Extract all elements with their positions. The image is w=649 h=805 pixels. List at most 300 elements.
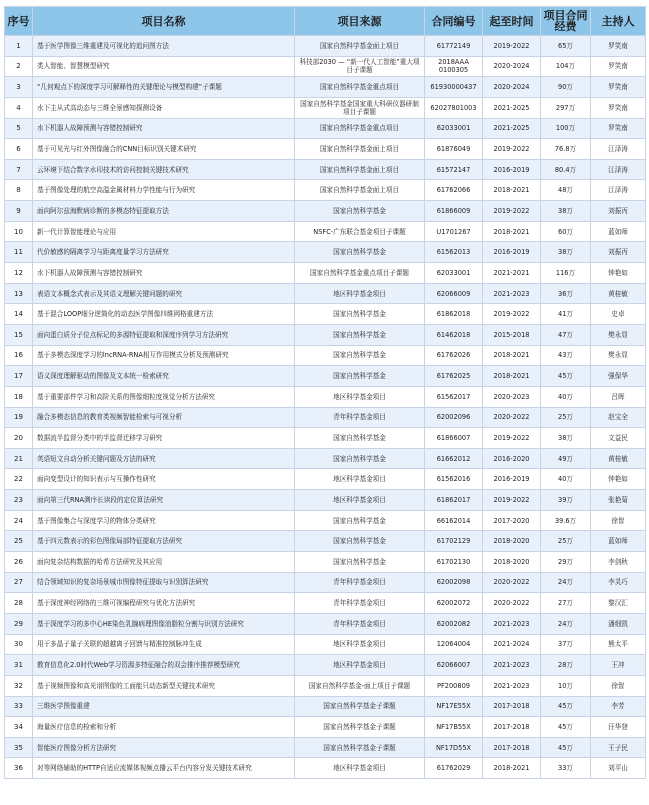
cell-contract: 61702130	[425, 552, 483, 573]
cell-name: 基于深度神经网络的三维可视编程研究与优化方法研究	[33, 593, 295, 614]
cell-funding: 76.8万	[541, 139, 591, 160]
cell-name: 基于混合LOOP细分逆简化的动态医学图像四维网格重建方法	[33, 304, 295, 325]
cell-period: 2020-2022	[483, 572, 541, 593]
cell-period: 2017-2018	[483, 717, 541, 738]
header-name: 项目名称	[33, 7, 295, 36]
cell-pi: 江泽涛	[591, 159, 646, 180]
cell-pi: 王子民	[591, 737, 646, 758]
cell-pi: 潘细凯	[591, 613, 646, 634]
cell-name: 基于四元数表示的彩色图像局部特征提取方法研究	[33, 531, 295, 552]
cell-funding: 24万	[541, 572, 591, 593]
cell-period: 2018-2021	[483, 180, 541, 201]
cell-period: 2018-2021	[483, 221, 541, 242]
cell-name: 水下机器人故障预测与容错控制研究	[33, 118, 295, 139]
cell-funding: 28万	[541, 655, 591, 676]
cell-pi: 黎汉汇	[591, 593, 646, 614]
cell-no: 11	[5, 242, 33, 263]
cell-funding: 43万	[541, 345, 591, 366]
cell-source: 国家自然科学基金面上项目	[295, 36, 425, 57]
cell-funding: 41万	[541, 304, 591, 325]
cell-pi: 刘振丙	[591, 201, 646, 222]
cell-period: 2020-2024	[483, 56, 541, 77]
cell-source: 地区科学基金项目	[295, 758, 425, 779]
cell-period: 2016-2020	[483, 448, 541, 469]
cell-funding: 45万	[541, 696, 591, 717]
cell-pi: 罗笑南	[591, 56, 646, 77]
cell-funding: 90万	[541, 77, 591, 98]
table-row	[5, 531, 646, 552]
cell-name: 对等网络辅助的HTTP自适应流媒体视频点播云平台内容分发关键技术研究	[33, 758, 295, 779]
table-row	[5, 572, 646, 593]
cell-source: 国家自然科学基金	[295, 552, 425, 573]
cell-no: 36	[5, 758, 33, 779]
cell-contract: 61562017	[425, 386, 483, 407]
cell-source: 国家自然科学基金面上项目	[295, 159, 425, 180]
cell-source: 国家自然科学基金-面上项目子课题	[295, 675, 425, 696]
table-row	[5, 593, 646, 614]
table-row	[5, 159, 646, 180]
cell-no: 10	[5, 221, 33, 242]
cell-no: 18	[5, 386, 33, 407]
cell-source: 国家自然科学基金子课题	[295, 717, 425, 738]
cell-name: 语义深度理解驱动的图像及文本统一检索研究	[33, 366, 295, 387]
cell-contract: 2018AAA 0100305	[425, 56, 483, 77]
cell-name: 基于可见光与红外图像融合的CNN目标识别关键术研究	[33, 139, 295, 160]
cell-name: 面向变型设计的知识表示与互操作性研究	[33, 469, 295, 490]
cell-contract: 61930000437	[425, 77, 483, 98]
cell-period: 2019-2022	[483, 304, 541, 325]
cell-no: 22	[5, 469, 33, 490]
cell-period: 2018-2021	[483, 366, 541, 387]
cell-contract: 62002098	[425, 572, 483, 593]
cell-period: 2017-2020	[483, 510, 541, 531]
cell-source: NSFC-广东联合基金项目子课题	[295, 221, 425, 242]
cell-source: 国家自然科学基金	[295, 324, 425, 345]
cell-name: 水下主从式高动态与三维全景感知探测设备	[33, 97, 295, 118]
cell-pi: 徐智	[591, 675, 646, 696]
table-row	[5, 469, 646, 490]
cell-funding: 45万	[541, 737, 591, 758]
cell-pi: 徐智	[591, 510, 646, 531]
table-body	[5, 36, 646, 779]
table-row	[5, 36, 646, 57]
table-row	[5, 366, 646, 387]
header-no: 序号	[5, 7, 33, 36]
cell-contract: NF17D55X	[425, 737, 483, 758]
cell-period: 2019-2022	[483, 428, 541, 449]
cell-pi: 李芳	[591, 696, 646, 717]
cell-contract: 61462018	[425, 324, 483, 345]
cell-no: 1	[5, 36, 33, 57]
cell-contract: 61702129	[425, 531, 483, 552]
cell-contract: 61662012	[425, 448, 483, 469]
cell-period: 2017-2018	[483, 696, 541, 717]
cell-source: 地区科学基金项目	[295, 386, 425, 407]
cell-funding: 100万	[541, 118, 591, 139]
table-row	[5, 552, 646, 573]
table-row	[5, 655, 646, 676]
cell-no: 8	[5, 180, 33, 201]
cell-name: 面向第三代RNA测序长读段的定位算法研究	[33, 490, 295, 511]
cell-pi: 江泽涛	[591, 180, 646, 201]
cell-pi: 蓝如师	[591, 221, 646, 242]
cell-source: 青年科学基金项目	[295, 613, 425, 634]
cell-name: 教育信息化2.0时代Web学习资源多特征融合的双会推序推荐模型研究	[33, 655, 295, 676]
cell-funding: 116万	[541, 263, 591, 284]
cell-contract: 61572147	[425, 159, 483, 180]
cell-pi: 黄桂敏	[591, 283, 646, 304]
cell-name: 基于医学图像三维重建及可视化的追问图方法	[33, 36, 295, 57]
cell-contract: 61762026	[425, 345, 483, 366]
cell-source: 国家自然科学基金	[295, 510, 425, 531]
cell-pi: 赵宝全	[591, 407, 646, 428]
cell-source: 地区科学基金项目	[295, 490, 425, 511]
table-row	[5, 283, 646, 304]
cell-pi: 罗笑南	[591, 118, 646, 139]
cell-period: 2021-2023	[483, 655, 541, 676]
cell-contract: 61866009	[425, 201, 483, 222]
cell-funding: 10万	[541, 675, 591, 696]
cell-source: 国家自然科学基金	[295, 428, 425, 449]
cell-funding: 48万	[541, 180, 591, 201]
cell-pi: 蓝如师	[591, 531, 646, 552]
cell-contract: 62002072	[425, 593, 483, 614]
cell-period: 2021-2024	[483, 634, 541, 655]
table-row	[5, 263, 646, 284]
cell-name: 数据流半监督分类中的半监督迁移学习研究	[33, 428, 295, 449]
cell-period: 2021-2023	[483, 283, 541, 304]
cell-name: 水下机器人故障预测与容错控制研究	[33, 263, 295, 284]
cell-name: 类人智能、智慧模型研究	[33, 56, 295, 77]
cell-source: 国家自然科学基金	[295, 448, 425, 469]
table-row	[5, 345, 646, 366]
table-row	[5, 737, 646, 758]
cell-pi: 李灵巧	[591, 572, 646, 593]
cell-period: 2016-2019	[483, 469, 541, 490]
cell-contract: PF200809	[425, 675, 483, 696]
cell-contract: 62033001	[425, 118, 483, 139]
cell-period: 2021-2025	[483, 118, 541, 139]
cell-period: 2021-2023	[483, 613, 541, 634]
table-row	[5, 613, 646, 634]
cell-funding: 25万	[541, 407, 591, 428]
cell-contract: 66162014	[425, 510, 483, 531]
table-row	[5, 490, 646, 511]
cell-pi: 罗笑南	[591, 97, 646, 118]
cell-no: 5	[5, 118, 33, 139]
cell-source: 国家自然科学基金	[295, 242, 425, 263]
cell-no: 25	[5, 531, 33, 552]
cell-pi: 钟艳如	[591, 263, 646, 284]
cell-period: 2020-2022	[483, 407, 541, 428]
cell-name: 代价敏感的隔离学习与距离度量学习方法研究	[33, 242, 295, 263]
cell-no: 32	[5, 675, 33, 696]
table-row	[5, 180, 646, 201]
cell-pi: 罗笑南	[591, 77, 646, 98]
cell-no: 13	[5, 283, 33, 304]
cell-name: 面向复杂结构数据的哈希方法研究及其应用	[33, 552, 295, 573]
cell-contract: 61876049	[425, 139, 483, 160]
cell-pi: 刘平山	[591, 758, 646, 779]
cell-no: 2	[5, 56, 33, 77]
cell-period: 2020-2022	[483, 593, 541, 614]
cell-source: 青年科学基金项目	[295, 593, 425, 614]
cell-funding: 25万	[541, 531, 591, 552]
cell-pi: 黄桂敏	[591, 448, 646, 469]
cell-period: 2019-2022	[483, 36, 541, 57]
cell-contract: 61862018	[425, 304, 483, 325]
table-row	[5, 407, 646, 428]
cell-funding: 40万	[541, 386, 591, 407]
cell-no: 34	[5, 717, 33, 738]
cell-period: 2021-2025	[483, 97, 541, 118]
cell-contract: 61562013	[425, 242, 483, 263]
cell-period: 2016-2019	[483, 159, 541, 180]
table-row	[5, 696, 646, 717]
cell-source: 国家自然科学基金重点项目	[295, 77, 425, 98]
header-contract: 合同编号	[425, 7, 483, 36]
header-funding: 项目合同经费	[541, 7, 591, 36]
cell-pi: 吕晖	[591, 386, 646, 407]
cell-source: 国家自然科学基金重点项目	[295, 118, 425, 139]
cell-funding: 45万	[541, 366, 591, 387]
cell-name: 海量医疗信息的检索和分析	[33, 717, 295, 738]
cell-funding: 47万	[541, 324, 591, 345]
cell-pi: 樊永显	[591, 324, 646, 345]
cell-no: 4	[5, 97, 33, 118]
cell-period: 2021-2023	[483, 675, 541, 696]
header-period: 起至时间	[483, 7, 541, 36]
cell-period: 2018-2020	[483, 531, 541, 552]
cell-pi: 钟艳如	[591, 469, 646, 490]
cell-no: 9	[5, 201, 33, 222]
cell-pi: 强保华	[591, 366, 646, 387]
cell-pi: 史卓	[591, 304, 646, 325]
cell-funding: 29万	[541, 552, 591, 573]
cell-period: 2021-2021	[483, 263, 541, 284]
cell-source: 国家自然科学基金重点项目子课题	[295, 263, 425, 284]
table-row	[5, 428, 646, 449]
cell-source: 国家自然科学基金	[295, 531, 425, 552]
cell-name: 基于多模态深度学习的lncRNA-RNA相互作用模式分析及预测研究	[33, 345, 295, 366]
cell-no: 30	[5, 634, 33, 655]
cell-no: 20	[5, 428, 33, 449]
cell-no: 16	[5, 345, 33, 366]
cell-no: 15	[5, 324, 33, 345]
cell-period: 2018-2020	[483, 552, 541, 573]
cell-contract: NF17B55X	[425, 717, 483, 738]
cell-pi: 汪华登	[591, 717, 646, 738]
cell-name: 基于图像集合与深度学习的物体分类研究	[33, 510, 295, 531]
table-row	[5, 758, 646, 779]
cell-contract: 62066009	[425, 283, 483, 304]
cell-no: 3	[5, 77, 33, 98]
cell-source: 国家自然科学基金子课题	[295, 737, 425, 758]
cell-period: 2020-2023	[483, 386, 541, 407]
cell-pi: 文益民	[591, 428, 646, 449]
table-row	[5, 510, 646, 531]
cell-contract: 62027801003	[425, 97, 483, 118]
cell-pi: 江泽涛	[591, 139, 646, 160]
cell-funding: 49万	[541, 448, 591, 469]
cell-contract: 62002096	[425, 407, 483, 428]
cell-contract: 61862017	[425, 490, 483, 511]
cell-period: 2017-2018	[483, 737, 541, 758]
cell-source: 青年科学基金项目	[295, 407, 425, 428]
cell-contract: 61762066	[425, 180, 483, 201]
cell-no: 21	[5, 448, 33, 469]
cell-funding: 60万	[541, 221, 591, 242]
cell-funding: 27万	[541, 593, 591, 614]
cell-pi: 熊太平	[591, 634, 646, 655]
cell-source: 国家自然科学基金	[295, 304, 425, 325]
cell-pi: 罗笑南	[591, 36, 646, 57]
cell-no: 17	[5, 366, 33, 387]
cell-no: 23	[5, 490, 33, 511]
cell-funding: 39万	[541, 490, 591, 511]
cell-name: 表语文本概念式表示及其语义理解关键问题的研究	[33, 283, 295, 304]
cell-no: 14	[5, 304, 33, 325]
table-row	[5, 201, 646, 222]
cell-no: 29	[5, 613, 33, 634]
cell-contract: 62033001	[425, 263, 483, 284]
table-row	[5, 242, 646, 263]
cell-source: 国家自然科学基金面上项目	[295, 180, 425, 201]
cell-pi: 王冲	[591, 655, 646, 676]
cell-contract: 61772149	[425, 36, 483, 57]
cell-funding: 65万	[541, 36, 591, 57]
cell-funding: 104万	[541, 56, 591, 77]
cell-no: 6	[5, 139, 33, 160]
cell-funding: 38万	[541, 242, 591, 263]
cell-source: 青年科学基金项目	[295, 572, 425, 593]
cell-name: 基于视频图像和高光谱图像的工面能只动态新型关键技术研究	[33, 675, 295, 696]
cell-source: 地区科学基金项目	[295, 283, 425, 304]
cell-no: 31	[5, 655, 33, 676]
cell-no: 27	[5, 572, 33, 593]
cell-name: 用于多晶子量子关联的超越离子回馈与精准控制脉冲生成	[33, 634, 295, 655]
cell-source: 国家自然科学基金面上项目	[295, 139, 425, 160]
table-row	[5, 77, 646, 98]
table-row	[5, 675, 646, 696]
cell-funding: 24万	[541, 613, 591, 634]
project-table	[4, 6, 646, 779]
cell-period: 2019-2022	[483, 490, 541, 511]
cell-name: 英语短文自动分析关键问题及方法的研究	[33, 448, 295, 469]
cell-funding: 33万	[541, 758, 591, 779]
cell-funding: 38万	[541, 201, 591, 222]
cell-period: 2020-2024	[483, 77, 541, 98]
cell-source: 科技部2030 — “新一代人工智能”重大项目子课题	[295, 56, 425, 77]
cell-no: 7	[5, 159, 33, 180]
cell-contract: 61866007	[425, 428, 483, 449]
cell-pi: 樊永显	[591, 345, 646, 366]
table-header	[5, 7, 646, 36]
cell-name: 融合多模态信息的教育类视频智能检索与可视分析	[33, 407, 295, 428]
cell-source: 地区科学基金项目	[295, 634, 425, 655]
cell-funding: 37万	[541, 634, 591, 655]
cell-funding: 45万	[541, 717, 591, 738]
cell-source: 地区科学基金项目	[295, 655, 425, 676]
cell-funding: 40万	[541, 469, 591, 490]
cell-contract: 61762029	[425, 758, 483, 779]
cell-source: 国家自然科学基金	[295, 345, 425, 366]
cell-name: 面向阿尔兹海默病诊断的多模态特征提取方法	[33, 201, 295, 222]
header-pi: 主持人	[591, 7, 646, 36]
cell-source: 国家自然科学基金子课题	[295, 696, 425, 717]
cell-funding: 36万	[541, 283, 591, 304]
table-row	[5, 386, 646, 407]
table-row	[5, 97, 646, 118]
header-source: 项目来源	[295, 7, 425, 36]
cell-no: 33	[5, 696, 33, 717]
cell-name: 云环境下结合数字水印技术的访问控制关键技术研究	[33, 159, 295, 180]
cell-funding: 297万	[541, 97, 591, 118]
cell-name: 三维医学图像重建	[33, 696, 295, 717]
cell-funding: 80.4万	[541, 159, 591, 180]
cell-period: 2015-2018	[483, 324, 541, 345]
cell-contract: 62066007	[425, 655, 483, 676]
cell-period: 2019-2022	[483, 139, 541, 160]
cell-contract: 61562016	[425, 469, 483, 490]
cell-no: 28	[5, 593, 33, 614]
table-row	[5, 448, 646, 469]
table-row	[5, 717, 646, 738]
cell-name: 面向蛋白质分子位点标记的多源特征提取和深度序列学习方法研究	[33, 324, 295, 345]
cell-name: 智能医疗图像分析方法研究	[33, 737, 295, 758]
cell-contract: NF17E55X	[425, 696, 483, 717]
cell-no: 35	[5, 737, 33, 758]
table-row	[5, 118, 646, 139]
cell-pi: 李剑秋	[591, 552, 646, 573]
table-row	[5, 304, 646, 325]
cell-no: 24	[5, 510, 33, 531]
cell-funding: 38万	[541, 428, 591, 449]
cell-source: 地区科学基金项目	[295, 469, 425, 490]
project-table-wrapper	[4, 6, 645, 779]
cell-no: 19	[5, 407, 33, 428]
cell-period: 2019-2022	[483, 201, 541, 222]
cell-name: 基于图像处理的航空高温金属材料力学性能与行为研究	[33, 180, 295, 201]
cell-contract: 61762025	[425, 366, 483, 387]
cell-period: 2018-2021	[483, 758, 541, 779]
table-row	[5, 139, 646, 160]
cell-name: 结合领域知识的复杂场景城市图像特征提取与识别算法研究	[33, 572, 295, 593]
cell-name: “几何观点下的深度学习可解释性的关键理论与模型构建”子课题	[33, 77, 295, 98]
cell-contract: 12064004	[425, 634, 483, 655]
cell-contract: U1701267	[425, 221, 483, 242]
cell-name: 基于重要部件学习和高阶关系的图像细粒度视觉分析方法研究	[33, 386, 295, 407]
cell-pi: 刘振丙	[591, 242, 646, 263]
cell-source: 国家自然科学基金	[295, 201, 425, 222]
header-row	[5, 7, 646, 36]
table-row	[5, 634, 646, 655]
cell-pi: 张艳菊	[591, 490, 646, 511]
cell-period: 2016-2019	[483, 242, 541, 263]
table-row	[5, 56, 646, 77]
cell-source: 国家自然科学基金国家重大科研仪器研制项目子课题	[295, 97, 425, 118]
cell-funding: 39.6万	[541, 510, 591, 531]
cell-name: 新一代计算智能理论与应用	[33, 221, 295, 242]
cell-source: 国家自然科学基金	[295, 366, 425, 387]
cell-period: 2018-2021	[483, 345, 541, 366]
table-row	[5, 324, 646, 345]
cell-contract: 62002082	[425, 613, 483, 634]
cell-no: 12	[5, 263, 33, 284]
cell-name: 基于深度学习的多中心HE染色乳腺病理图像油脂粒分割与识别方法研究	[33, 613, 295, 634]
table-row	[5, 221, 646, 242]
cell-no: 26	[5, 552, 33, 573]
